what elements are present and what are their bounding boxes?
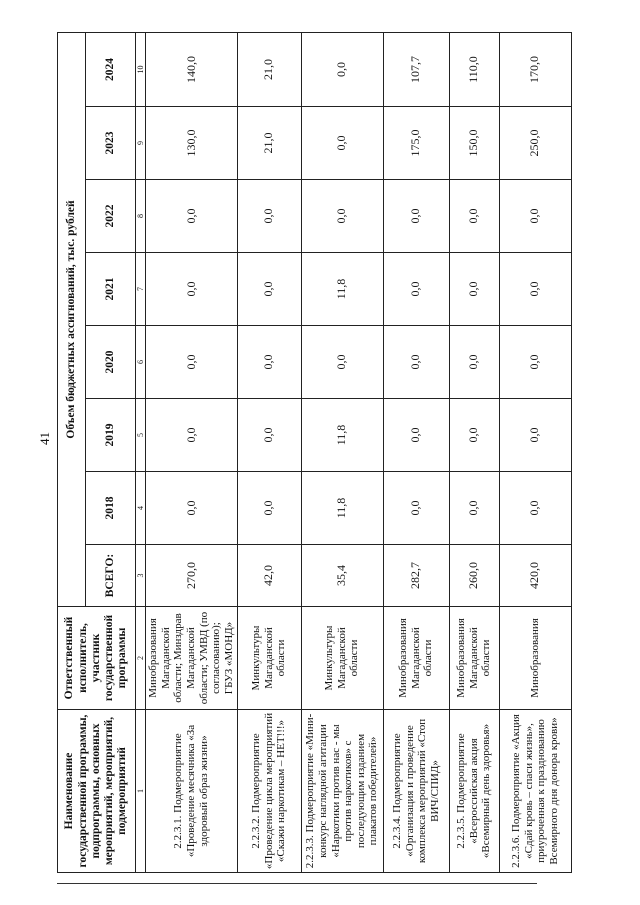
- row-value: 0,0: [449, 472, 499, 545]
- row-executor: Минобразования Магаданской области: [449, 607, 499, 710]
- row-value: 0,0: [499, 326, 571, 399]
- row-value: 21,0: [237, 33, 301, 107]
- row-value: 0,0: [383, 180, 449, 253]
- row-value: 0,0: [449, 399, 499, 472]
- row-value: 0,0: [449, 253, 499, 326]
- row-value: 0,0: [301, 107, 383, 180]
- row-value: 0,0: [146, 180, 237, 253]
- index-cell: 5: [136, 399, 146, 472]
- row-value: 130,0: [146, 107, 237, 180]
- row-total: 270,0: [146, 545, 237, 607]
- row-value: 0,0: [383, 326, 449, 399]
- row-value: 0,0: [237, 180, 301, 253]
- index-cell: 2: [136, 607, 146, 710]
- row-name: 2.2.3.4. Подмероприятие «Организация и проведение комплекса мероприятий «Стоп ВИЧ/СПИД»: [383, 710, 449, 873]
- page-number: 41: [37, 432, 52, 445]
- row-value: 11,8: [301, 472, 383, 545]
- row-executor: Минобразования Магаданской области: [383, 607, 449, 710]
- row-value: 0,0: [449, 326, 499, 399]
- header-year: 2020: [86, 326, 136, 399]
- row-value: 250,0: [499, 107, 571, 180]
- row-value: 0,0: [146, 253, 237, 326]
- row-name: 2.2.3.2. Подмероприятие «Проведение цикла мероприятий «Скажи наркотикам – НЕТ!!!»: [237, 710, 301, 873]
- table-row: [237, 33, 301, 873]
- row-executor: Минобразования: [499, 607, 571, 710]
- row-total: 260,0: [449, 545, 499, 607]
- budget-table: [57, 32, 572, 873]
- header-year: 2023: [86, 107, 136, 180]
- index-cell: 9: [136, 107, 146, 180]
- row-name: 2.2.3.1. Подмероприятие «Проведение месячника «За здоровый образ жизни»: [146, 710, 237, 873]
- row-value: 0,0: [146, 399, 237, 472]
- row-executor: Минобразования Магаданской области; Минздрав Магаданской области; УМВД (по согласованию); ГБУЗ «МОНД»: [146, 607, 237, 710]
- row-value: 0,0: [301, 33, 383, 107]
- row-total: 282,7: [383, 545, 449, 607]
- budget-table-wrapper: [57, 33, 560, 873]
- header-year: 2019: [86, 399, 136, 472]
- header-year: 2021: [86, 253, 136, 326]
- row-value: 11,8: [301, 253, 383, 326]
- table-row: [301, 33, 383, 873]
- row-value: 0,0: [146, 326, 237, 399]
- row-executor: Минкультуры Магаданской области: [237, 607, 301, 710]
- row-value: 107,7: [383, 33, 449, 107]
- row-value: 0,0: [449, 180, 499, 253]
- row-value: 150,0: [449, 107, 499, 180]
- row-value: 0,0: [237, 399, 301, 472]
- header-year: 2022: [86, 180, 136, 253]
- row-executor: Минкультуры Магаданской области: [301, 607, 383, 710]
- header-year: 2018: [86, 472, 136, 545]
- row-name: 2.2.3.3. Подмероприятие «Мини-конкурс наглядной агитации «Наркотики против нас - мы против наркотиков» с последующим изданием плакатов победителей»: [301, 710, 383, 873]
- row-value: 0,0: [301, 326, 383, 399]
- row-value: 140,0: [146, 33, 237, 107]
- index-row: [136, 33, 146, 873]
- row-total: 42,0: [237, 545, 301, 607]
- header-year: 2024: [86, 33, 136, 107]
- header-budget-group: Объем бюджетных ассигнований, тыс. рублей: [58, 33, 86, 607]
- row-value: 0,0: [237, 253, 301, 326]
- index-cell: 3: [136, 545, 146, 607]
- row-name: 2.2.3.5. Подмероприятие «Всероссийская акция «Всемирный день здоровья»: [449, 710, 499, 873]
- row-value: 0,0: [383, 399, 449, 472]
- row-value: 175,0: [383, 107, 449, 180]
- table-row: [449, 33, 499, 873]
- index-cell: 6: [136, 326, 146, 399]
- table-row: [383, 33, 449, 873]
- row-value: 11,8: [301, 399, 383, 472]
- index-cell: 7: [136, 253, 146, 326]
- row-value: 0,0: [301, 180, 383, 253]
- header-row-group: [58, 33, 86, 873]
- header-total: ВСЕГО:: [86, 545, 136, 607]
- row-value: 0,0: [499, 180, 571, 253]
- row-value: 0,0: [237, 472, 301, 545]
- row-name: 2.2.3.6. Подмероприятие «Акция «Сдай кровь – спаси жизнь», приуроченная к празднованию Всемирного дня донора крови»: [499, 710, 571, 873]
- index-cell: 8: [136, 180, 146, 253]
- bottom-rule: [57, 883, 537, 884]
- row-value: 0,0: [237, 326, 301, 399]
- index-cell: 4: [136, 472, 146, 545]
- table-row: [499, 33, 571, 873]
- row-value: 0,0: [499, 399, 571, 472]
- row-value: 0,0: [499, 253, 571, 326]
- row-value: 21,0: [237, 107, 301, 180]
- row-value: 110,0: [449, 33, 499, 107]
- row-value: 0,0: [383, 472, 449, 545]
- header-executor: Ответственный исполнитель, участник государственной программы: [58, 607, 136, 710]
- row-total: 420,0: [499, 545, 571, 607]
- row-value: 0,0: [499, 472, 571, 545]
- row-value: 170,0: [499, 33, 571, 107]
- index-cell: 10: [136, 33, 146, 107]
- index-cell: 1: [136, 710, 146, 873]
- row-value: 0,0: [146, 472, 237, 545]
- table-row: [146, 33, 237, 873]
- row-total: 35,4: [301, 545, 383, 607]
- header-name: Наименование государственной программы, подпрограммы, основных мероприятий, мероприятий, подмероприятий: [58, 710, 136, 873]
- row-value: 0,0: [383, 253, 449, 326]
